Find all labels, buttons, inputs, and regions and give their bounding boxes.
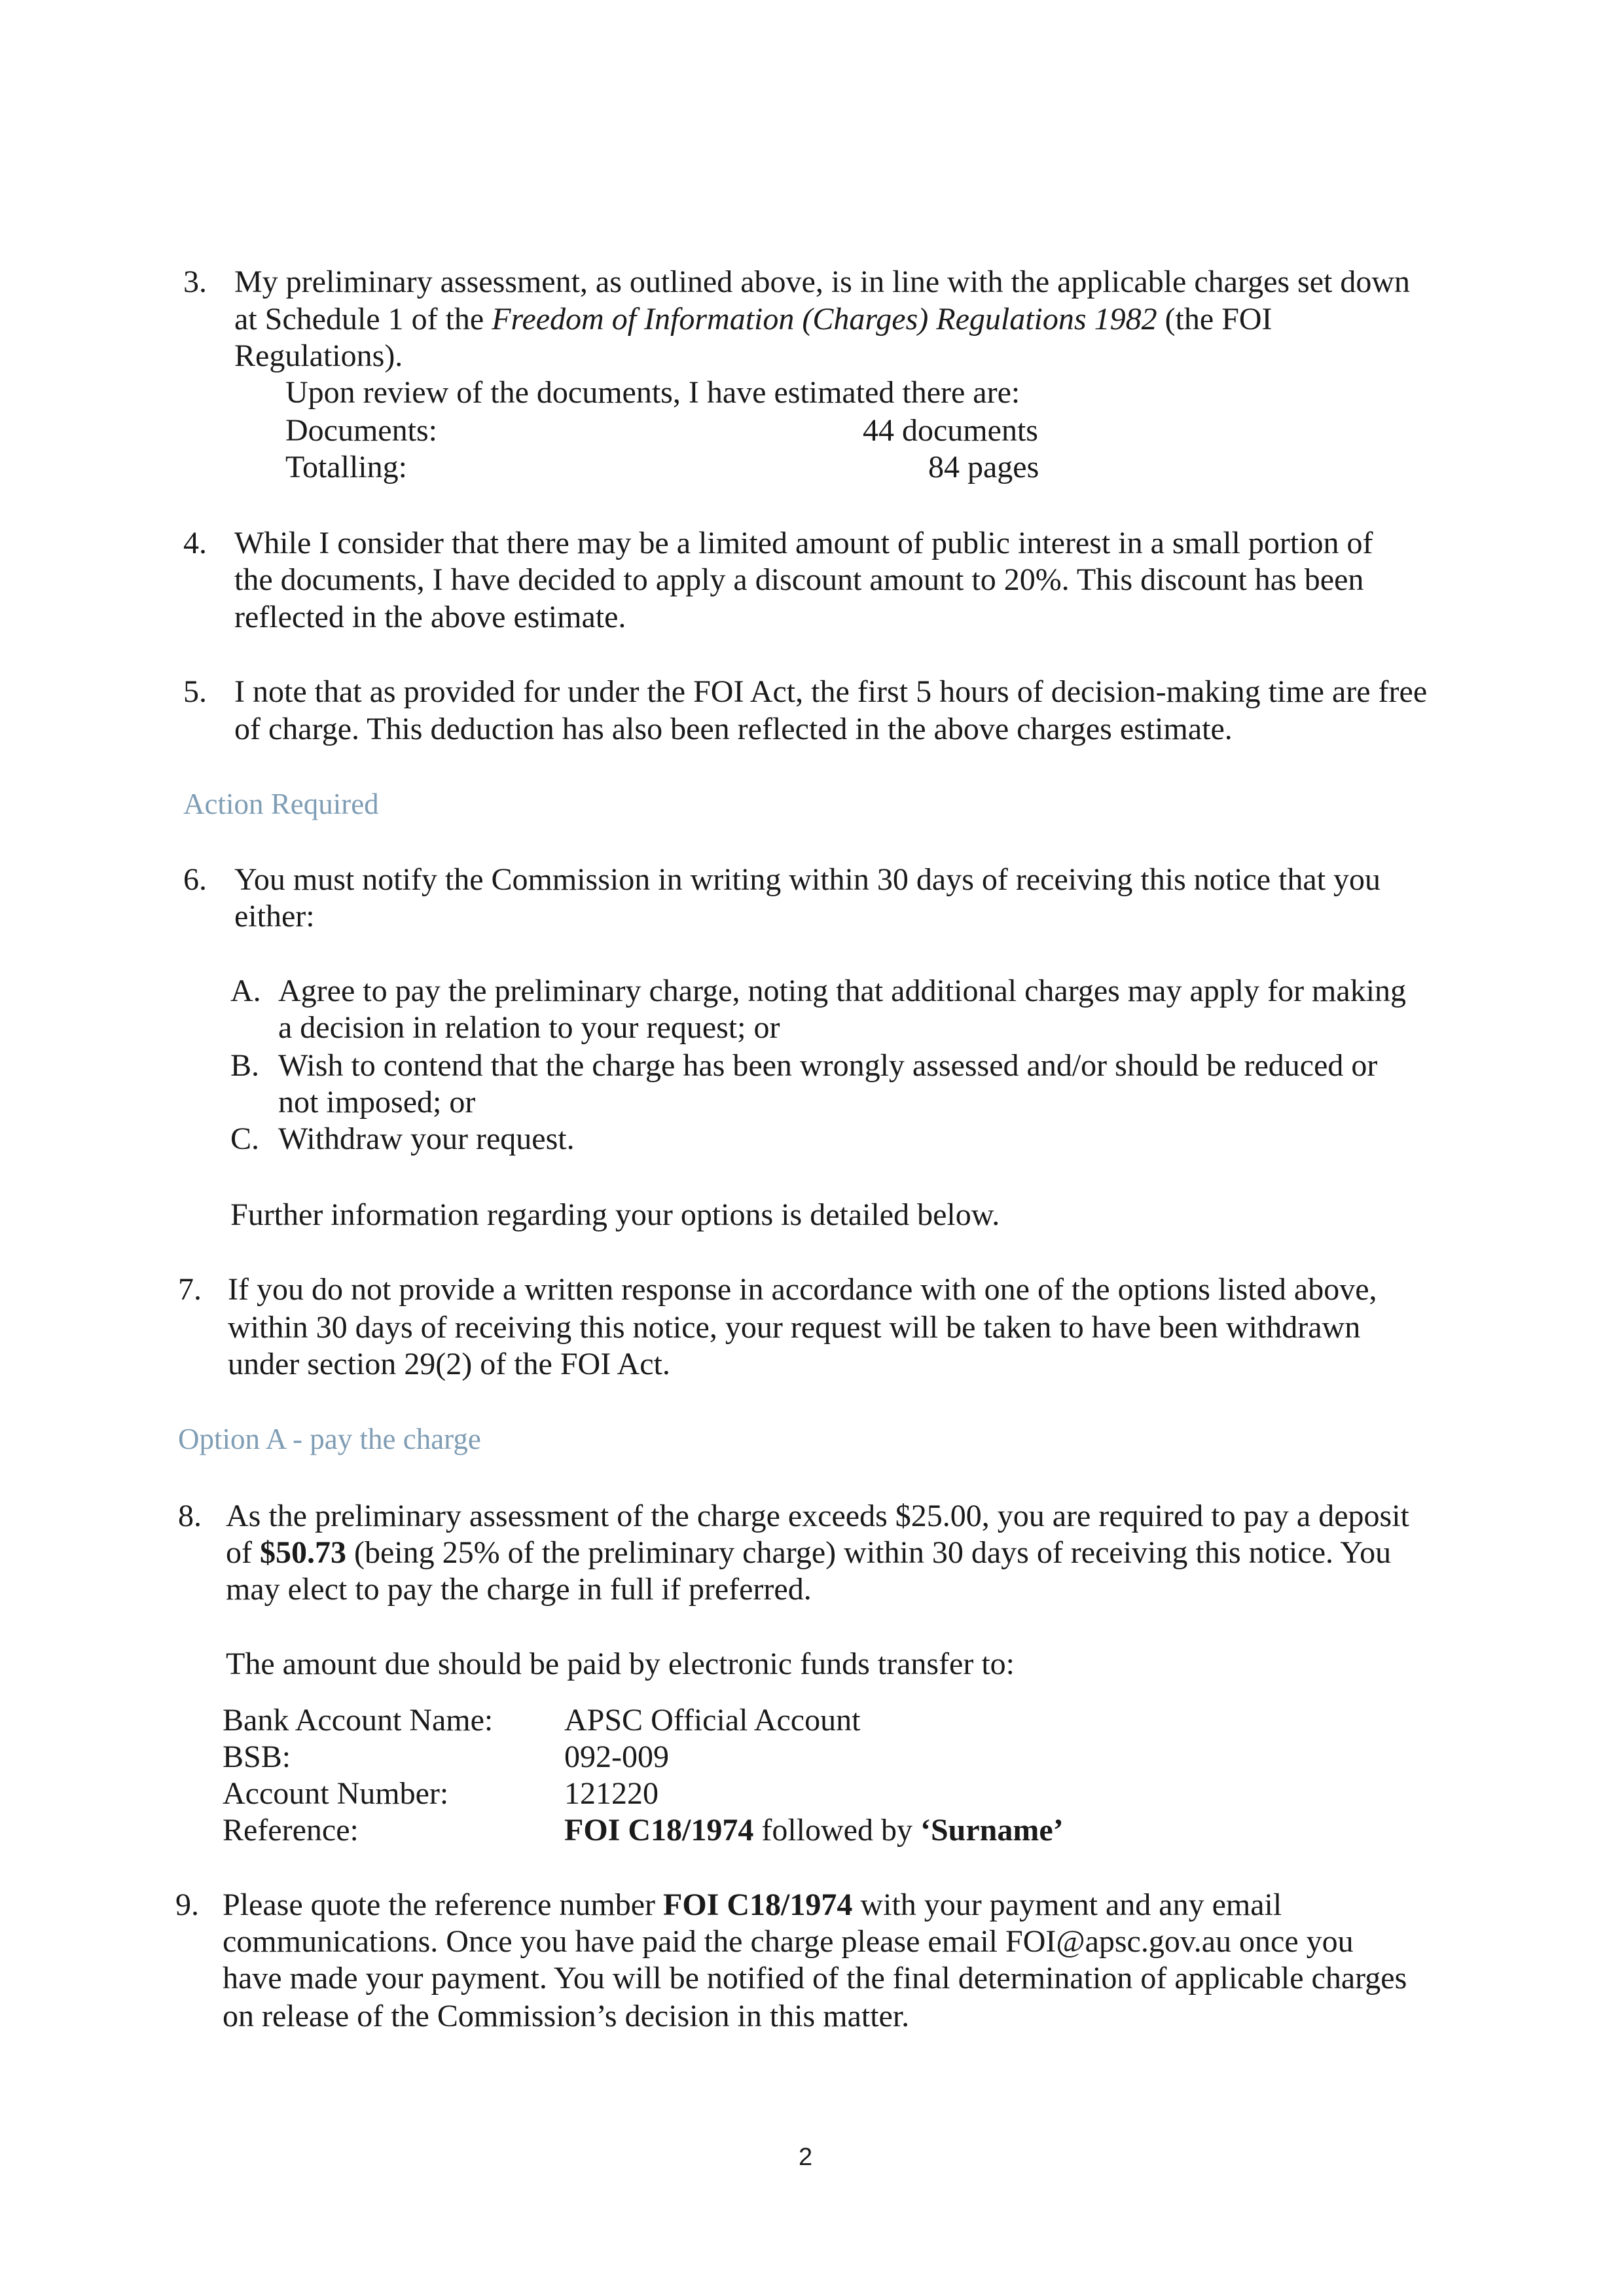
item-9-line-1: Please quote the reference number FOI C18/1974 with your payment and any email: [223, 1887, 1282, 1922]
item-4-line-2: the documents, I have decided to apply a discount amount to 20%. This discount has been: [234, 562, 1364, 597]
item-3-line-1: My preliminary assessment, as outlined above, is in line with the applicable charges set down: [234, 264, 1411, 299]
item-9-number: 9.: [175, 1887, 199, 1922]
item-3-line-3: Regulations).: [234, 338, 403, 373]
heading-option-a: Option A - pay the charge: [178, 1423, 481, 1455]
option-c-letter: C.: [230, 1121, 260, 1156]
documents-label: Documents:: [285, 413, 437, 448]
account-number-label: Account Number:: [223, 1776, 449, 1811]
option-a-line-2: a decision in relation to your request; or: [278, 1010, 780, 1045]
account-number-value: 121220: [564, 1776, 659, 1811]
item-7-line-1: If you do not provide a written response in accordance with one of the options listed above,: [228, 1272, 1377, 1307]
item-9-line-3: have made your payment. You will be notified of the final determination of applicable charges: [223, 1961, 1407, 1995]
item-5-line-1: I note that as provided for under the FOI Act, the first 5 hours of decision-making time are free: [234, 674, 1428, 709]
totalling-label: Totalling:: [285, 450, 407, 484]
regulations-title: Freedom of Information (Charges) Regulations 1982: [492, 302, 1157, 337]
option-a-line-1: Agree to pay the preliminary charge, noting that additional charges may apply for making: [278, 974, 1407, 1008]
item-8-number: 8.: [178, 1499, 202, 1533]
item-7-line-3: under section 29(2) of the FOI Act.: [228, 1347, 670, 1381]
reference-label: Reference:: [223, 1813, 359, 1848]
item-4-line-1: While I consider that there may be a limited amount of public interest in a small portion of: [234, 526, 1373, 560]
option-b-letter: B.: [230, 1048, 260, 1083]
bank-account-name-value: APSC Official Account: [564, 1703, 861, 1738]
bsb-value: 092-009: [564, 1740, 669, 1774]
reference-value: FOI C18/1974 followed by ‘Surname’: [564, 1813, 1064, 1848]
deposit-amount: $50.73: [259, 1535, 346, 1570]
heading-action-required: Action Required: [183, 788, 379, 820]
item-6-number: 6.: [183, 862, 207, 897]
option-b-line-2: not imposed; or: [278, 1085, 476, 1120]
item-6-line-1: You must notify the Commission in writing within 30 days of receiving this notice that you: [234, 862, 1381, 897]
item-3-number: 3.: [183, 264, 207, 299]
item-8-line-1: As the preliminary assessment of the charge exceeds $25.00, you are required to pay a deposit: [226, 1499, 1409, 1533]
item-8-line-3: may elect to pay the charge in full if preferred.: [226, 1572, 812, 1607]
option-c-line-1: Withdraw your request.: [278, 1121, 575, 1156]
item-3-line-2: at Schedule 1 of the Freedom of Information (Charges) Regulations 1982 (the FOI: [234, 302, 1272, 337]
item-4-number: 4.: [183, 526, 207, 560]
item-5-line-2: of charge. This deduction has also been reflected in the above charges estimate.: [234, 712, 1233, 746]
item-9-line-2: communications. Once you have paid the charge please email FOI@apsc.gov.au once you: [223, 1924, 1354, 1959]
item-5-number: 5.: [183, 674, 207, 709]
further-information: Further information regarding your options is detailed below.: [230, 1197, 1000, 1232]
totalling-value: 84 pages: [928, 450, 1039, 484]
option-a-letter: A.: [230, 974, 261, 1008]
item-9-line-4: on release of the Commission’s decision in this matter.: [223, 1999, 910, 2033]
documents-value: 44 documents: [863, 413, 1038, 448]
item-8-line-2: of $50.73 (being 25% of the preliminary charge) within 30 days of receiving this notice. You: [226, 1535, 1392, 1570]
item-7-line-2: within 30 days of receiving this notice, your request will be taken to have been withdrawn: [228, 1310, 1361, 1345]
item-7-number: 7.: [178, 1272, 202, 1307]
item-6-line-2: either:: [234, 899, 315, 934]
bank-account-name-label: Bank Account Name:: [223, 1703, 494, 1738]
estimate-intro: Upon review of the documents, I have estimated there are:: [285, 375, 1020, 410]
page-number: 2: [799, 2143, 813, 2171]
bsb-label: BSB:: [223, 1740, 291, 1774]
reference-number: FOI C18/1974: [663, 1887, 853, 1922]
option-b-line-1: Wish to contend that the charge has been wrongly assessed and/or should be reduced or: [278, 1048, 1378, 1083]
item-4-line-3: reflected in the above estimate.: [234, 600, 626, 634]
eft-intro: The amount due should be paid by electronic funds transfer to:: [226, 1647, 1015, 1681]
